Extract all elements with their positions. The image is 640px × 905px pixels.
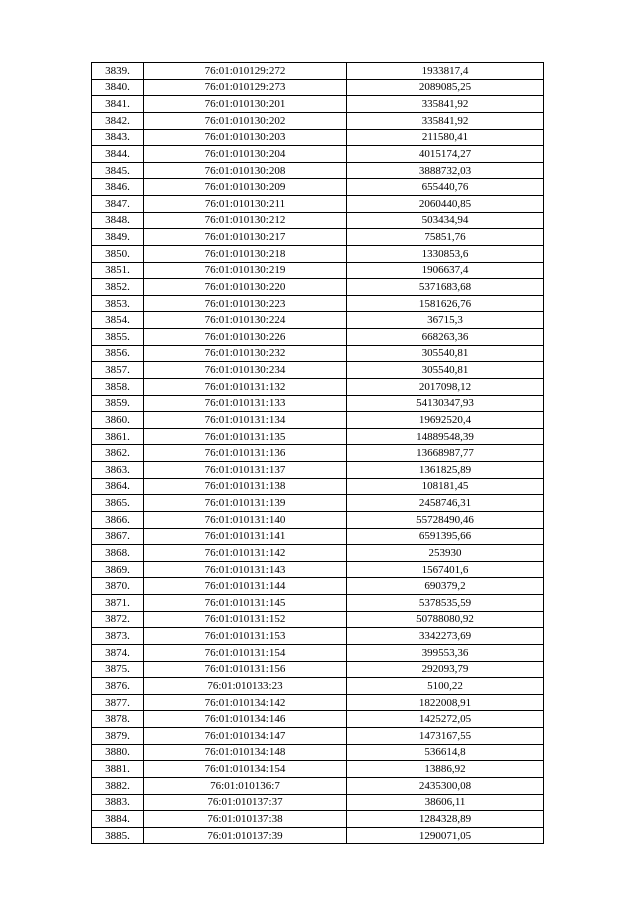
- row-number-cell: 3844.: [92, 146, 144, 163]
- table-row: [92, 162, 544, 179]
- row-number-cell: 3871.: [92, 595, 144, 612]
- table-row: [92, 378, 544, 395]
- table-row: [92, 661, 544, 678]
- cadastral-number-cell: 76:01:010134:142: [144, 694, 347, 711]
- cadastral-number-cell: 76:01:010130:211: [144, 196, 347, 213]
- cadastral-value-cell: 1822008,91: [347, 694, 544, 711]
- row-number-cell: 3885.: [92, 827, 144, 844]
- cadastral-value-cell: 54130347,93: [347, 395, 544, 412]
- cadastral-value-cell: 1284328,89: [347, 811, 544, 828]
- cadastral-value-cell: 5378535,59: [347, 595, 544, 612]
- row-number-cell: 3858.: [92, 378, 144, 395]
- row-number-cell: 3853.: [92, 295, 144, 312]
- row-number-cell: 3848.: [92, 212, 144, 229]
- table-row: [92, 79, 544, 96]
- cadastral-number-cell: 76:01:010131:144: [144, 578, 347, 595]
- table-row: [92, 312, 544, 329]
- row-number-cell: 3846.: [92, 179, 144, 196]
- row-number-cell: 3863.: [92, 462, 144, 479]
- cadastral-value-cell: 253930: [347, 545, 544, 562]
- cadastral-number-cell: 76:01:010137:38: [144, 811, 347, 828]
- row-number-cell: 3870.: [92, 578, 144, 595]
- cadastral-value-cell: 305540,81: [347, 362, 544, 379]
- cadastral-value-cell: 2017098,12: [347, 378, 544, 395]
- cadastral-value-cell: 2435300,08: [347, 777, 544, 794]
- cadastral-number-cell: 76:01:010131:156: [144, 661, 347, 678]
- cadastral-value-cell: 13886,92: [347, 761, 544, 778]
- row-number-cell: 3879.: [92, 728, 144, 745]
- table-row: [92, 694, 544, 711]
- table-body: [92, 63, 544, 844]
- cadastral-value-cell: 1906637,4: [347, 262, 544, 279]
- cadastral-number-cell: 76:01:010136:7: [144, 777, 347, 794]
- cadastral-value-cell: 399553,36: [347, 644, 544, 661]
- table-row: [92, 63, 544, 80]
- cadastral-value-cell: 1933817,4: [347, 63, 544, 80]
- row-number-cell: 3872.: [92, 611, 144, 628]
- row-number-cell: 3862.: [92, 445, 144, 462]
- row-number-cell: 3866.: [92, 511, 144, 528]
- row-number-cell: 3859.: [92, 395, 144, 412]
- cadastral-number-cell: 76:01:010134:148: [144, 744, 347, 761]
- table-row: [92, 295, 544, 312]
- row-number-cell: 3841.: [92, 96, 144, 113]
- cadastral-value-cell: 536614,8: [347, 744, 544, 761]
- table-row: [92, 279, 544, 296]
- cadastral-value-cell: 1290071,05: [347, 827, 544, 844]
- row-number-cell: 3877.: [92, 694, 144, 711]
- cadastral-value-cell: 55728490,46: [347, 511, 544, 528]
- row-number-cell: 3847.: [92, 196, 144, 213]
- cadastral-value-cell: 38606,11: [347, 794, 544, 811]
- row-number-cell: 3883.: [92, 794, 144, 811]
- row-number-cell: 3867.: [92, 528, 144, 545]
- row-number-cell: 3860.: [92, 412, 144, 429]
- table-row: [92, 112, 544, 129]
- table-row: [92, 329, 544, 346]
- cadastral-value-cell: 50788080,92: [347, 611, 544, 628]
- table-row: [92, 478, 544, 495]
- cadastral-value-cell: 2458746,31: [347, 495, 544, 512]
- table-row: [92, 811, 544, 828]
- cadastral-number-cell: 76:01:010137:39: [144, 827, 347, 844]
- cadastral-value-cell: 1330853,6: [347, 245, 544, 262]
- row-number-cell: 3869.: [92, 561, 144, 578]
- row-number-cell: 3852.: [92, 279, 144, 296]
- cadastral-number-cell: 76:01:010134:147: [144, 728, 347, 745]
- cadastral-value-cell: 3888732,03: [347, 162, 544, 179]
- cadastral-number-cell: 76:01:010130:203: [144, 129, 347, 146]
- cadastral-value-cell: 5371683,68: [347, 279, 544, 296]
- cadastral-number-cell: 76:01:010130:224: [144, 312, 347, 329]
- cadastral-number-cell: 76:01:010131:143: [144, 561, 347, 578]
- cadastral-value-cell: 108181,45: [347, 478, 544, 495]
- cadastral-value-cell: 19692520,4: [347, 412, 544, 429]
- row-number-cell: 3874.: [92, 644, 144, 661]
- row-number-cell: 3864.: [92, 478, 144, 495]
- table-row: [92, 561, 544, 578]
- cadastral-value-cell: 503434,94: [347, 212, 544, 229]
- table-row: [92, 495, 544, 512]
- row-number-cell: 3839.: [92, 63, 144, 80]
- cadastral-value-cell: 3342273,69: [347, 628, 544, 645]
- cadastral-number-cell: 76:01:010131:152: [144, 611, 347, 628]
- cadastral-number-cell: 76:01:010134:146: [144, 711, 347, 728]
- table-row: [92, 578, 544, 595]
- row-number-cell: 3873.: [92, 628, 144, 645]
- row-number-cell: 3865.: [92, 495, 144, 512]
- cadastral-value-cell: 75851,76: [347, 229, 544, 246]
- cadastral-number-cell: 76:01:010131:135: [144, 428, 347, 445]
- table-row: [92, 345, 544, 362]
- row-number-cell: 3881.: [92, 761, 144, 778]
- cadastral-number-cell: 76:01:010137:37: [144, 794, 347, 811]
- cadastral-number-cell: 76:01:010130:232: [144, 345, 347, 362]
- cadastral-number-cell: 76:01:010129:272: [144, 63, 347, 80]
- table-row: [92, 511, 544, 528]
- cadastral-value-cell: 6591395,66: [347, 528, 544, 545]
- cadastral-number-cell: 76:01:010130:201: [144, 96, 347, 113]
- table-row: [92, 462, 544, 479]
- cadastral-value-cell: 14889548,39: [347, 428, 544, 445]
- table-row: [92, 644, 544, 661]
- cadastral-value-cell: 292093,79: [347, 661, 544, 678]
- cadastral-value-cell: 1361825,89: [347, 462, 544, 479]
- table-row: [92, 395, 544, 412]
- table-row: [92, 744, 544, 761]
- cadastral-number-cell: 76:01:010129:273: [144, 79, 347, 96]
- table-row: [92, 229, 544, 246]
- cadastral-number-cell: 76:01:010130:234: [144, 362, 347, 379]
- cadastral-number-cell: 76:01:010130:223: [144, 295, 347, 312]
- cadastral-value-cell: 13668987,77: [347, 445, 544, 462]
- cadastral-value-cell: 690379,2: [347, 578, 544, 595]
- row-number-cell: 3857.: [92, 362, 144, 379]
- cadastral-value-cell: 1567401,6: [347, 561, 544, 578]
- cadastral-value-cell: 1425272,05: [347, 711, 544, 728]
- row-number-cell: 3849.: [92, 229, 144, 246]
- table-row: [92, 628, 544, 645]
- cadastral-number-cell: 76:01:010133:23: [144, 678, 347, 695]
- cadastral-value-cell: 1581626,76: [347, 295, 544, 312]
- row-number-cell: 3878.: [92, 711, 144, 728]
- table-row: [92, 96, 544, 113]
- cadastral-number-cell: 76:01:010130:204: [144, 146, 347, 163]
- row-number-cell: 3876.: [92, 678, 144, 695]
- table-row: [92, 711, 544, 728]
- table-row: [92, 777, 544, 794]
- row-number-cell: 3875.: [92, 661, 144, 678]
- table-row: [92, 179, 544, 196]
- cadastral-number-cell: 76:01:010131:133: [144, 395, 347, 412]
- table-row: [92, 611, 544, 628]
- table-row: [92, 212, 544, 229]
- row-number-cell: 3850.: [92, 245, 144, 262]
- table-row: [92, 146, 544, 163]
- cadastral-number-cell: 76:01:010130:202: [144, 112, 347, 129]
- cadastral-value-cell: 1473167,55: [347, 728, 544, 745]
- cadastral-number-cell: 76:01:010131:140: [144, 511, 347, 528]
- cadastral-number-cell: 76:01:010130:218: [144, 245, 347, 262]
- cadastral-number-cell: 76:01:010131:138: [144, 478, 347, 495]
- row-number-cell: 3840.: [92, 79, 144, 96]
- cadastral-number-cell: 76:01:010131:154: [144, 644, 347, 661]
- cadastral-number-cell: 76:01:010131:142: [144, 545, 347, 562]
- cadastral-value-cell: 5100,22: [347, 678, 544, 695]
- table-row: [92, 129, 544, 146]
- cadastral-number-cell: 76:01:010130:208: [144, 162, 347, 179]
- table-row: [92, 245, 544, 262]
- cadastral-value-cell: 335841,92: [347, 96, 544, 113]
- table-row: [92, 428, 544, 445]
- row-number-cell: 3868.: [92, 545, 144, 562]
- row-number-cell: 3855.: [92, 329, 144, 346]
- cadastral-number-cell: 76:01:010130:209: [144, 179, 347, 196]
- cadastral-number-cell: 76:01:010130:220: [144, 279, 347, 296]
- table-row: [92, 827, 544, 844]
- cadastral-value-cell: 4015174,27: [347, 146, 544, 163]
- cadastral-value-cell: 305540,81: [347, 345, 544, 362]
- table-row: [92, 678, 544, 695]
- cadastral-number-cell: 76:01:010130:226: [144, 329, 347, 346]
- cadastral-number-cell: 76:01:010131:136: [144, 445, 347, 462]
- cadastral-value-cell: 2089085,25: [347, 79, 544, 96]
- cadastral-number-cell: 76:01:010131:132: [144, 378, 347, 395]
- table-row: [92, 262, 544, 279]
- cadastral-value-cell: 668263,36: [347, 329, 544, 346]
- table-row: [92, 545, 544, 562]
- table-row: [92, 412, 544, 429]
- cadastral-value-cell: 655440,76: [347, 179, 544, 196]
- table-row: [92, 528, 544, 545]
- cadastral-value-cell: 36715,3: [347, 312, 544, 329]
- cadastral-number-cell: 76:01:010134:154: [144, 761, 347, 778]
- table-row: [92, 761, 544, 778]
- row-number-cell: 3882.: [92, 777, 144, 794]
- table-row: [92, 794, 544, 811]
- cadastral-number-cell: 76:01:010131:153: [144, 628, 347, 645]
- row-number-cell: 3861.: [92, 428, 144, 445]
- row-number-cell: 3880.: [92, 744, 144, 761]
- cadastral-number-cell: 76:01:010131:139: [144, 495, 347, 512]
- table-row: [92, 728, 544, 745]
- row-number-cell: 3845.: [92, 162, 144, 179]
- row-number-cell: 3851.: [92, 262, 144, 279]
- row-number-cell: 3854.: [92, 312, 144, 329]
- table-row: [92, 362, 544, 379]
- cadastral-number-cell: 76:01:010131:141: [144, 528, 347, 545]
- cadastral-value-cell: 211580,41: [347, 129, 544, 146]
- cadastral-value-table: [91, 62, 544, 844]
- table-row: [92, 445, 544, 462]
- row-number-cell: 3856.: [92, 345, 144, 362]
- cadastral-number-cell: 76:01:010130:212: [144, 212, 347, 229]
- cadastral-number-cell: 76:01:010130:217: [144, 229, 347, 246]
- cadastral-value-cell: 335841,92: [347, 112, 544, 129]
- table-row: [92, 196, 544, 213]
- cadastral-number-cell: 76:01:010131:145: [144, 595, 347, 612]
- cadastral-number-cell: 76:01:010130:219: [144, 262, 347, 279]
- row-number-cell: 3884.: [92, 811, 144, 828]
- cadastral-number-cell: 76:01:010131:134: [144, 412, 347, 429]
- cadastral-number-cell: 76:01:010131:137: [144, 462, 347, 479]
- table-row: [92, 595, 544, 612]
- row-number-cell: 3842.: [92, 112, 144, 129]
- row-number-cell: 3843.: [92, 129, 144, 146]
- cadastral-value-cell: 2060440,85: [347, 196, 544, 213]
